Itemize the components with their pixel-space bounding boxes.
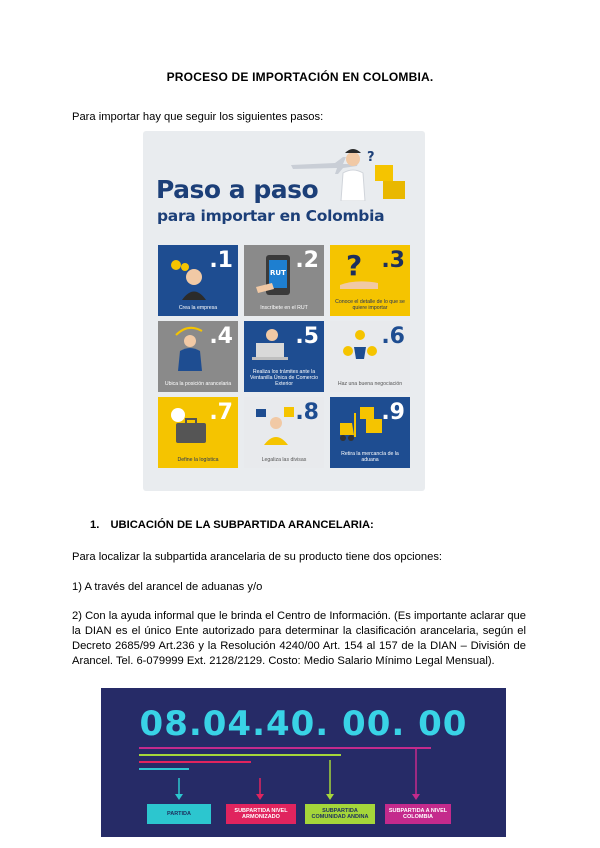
- step-4-tile: [158, 321, 238, 392]
- step-caption: Ubica la posición arancelaria: [164, 381, 232, 387]
- person-gears-icon: [168, 255, 208, 300]
- tariff-label-partida: PARTIDA: [147, 804, 211, 824]
- step-caption: Haz una buena negociación: [337, 381, 403, 387]
- section-heading: [90, 519, 374, 531]
- svg-text:?: ?: [346, 249, 363, 282]
- step-number: .9: [381, 400, 405, 425]
- forklift-icon: [336, 403, 386, 443]
- step-5-tile: [244, 321, 324, 392]
- infographic-subtitle: para importar en Colombia: [157, 207, 385, 225]
- section-number: 1.: [90, 519, 100, 531]
- laptop-person-icon: [250, 327, 290, 361]
- step-6-tile: [330, 321, 410, 392]
- person-thinking-icon: [341, 149, 365, 201]
- step-9-tile: [330, 397, 410, 468]
- tariff-label-colombia: SUBPARTIDA A NIVEL COLOMBIA: [385, 804, 451, 824]
- step-caption: Realiza los trámites ante la Ventanilla Única de Comercio Exterior: [249, 369, 319, 387]
- svg-text:RUT: RUT: [270, 269, 286, 277]
- step-number: .1: [209, 248, 233, 273]
- step-number: .8: [295, 400, 319, 425]
- intro-text: Para importar hay que seguir los siguientes pasos:: [72, 111, 324, 123]
- document-title: PROCESO DE IMPORTACIÓN EN COLOMBIA.: [166, 70, 434, 84]
- people-icon: [340, 329, 380, 369]
- step-number: .7: [209, 400, 233, 425]
- step-number: .4: [209, 324, 233, 349]
- section-title: UBICACIÓN DE LA SUBPARTIDA ARANCELARIA:: [110, 519, 374, 531]
- step-number: .5: [295, 324, 319, 349]
- step-caption: Conoce el detalle de lo que se quiere importar: [335, 299, 405, 311]
- businessman-icon: [172, 325, 208, 371]
- tariff-code: 08.04.40. 00. 00: [139, 704, 468, 744]
- step-2-tile: [244, 245, 324, 316]
- step-number: .3: [381, 248, 405, 273]
- briefcase-icon: [168, 405, 212, 445]
- steps-infographic: [143, 131, 425, 491]
- money-person-icon: [254, 405, 298, 445]
- step-caption: Define la logística: [177, 457, 219, 463]
- question-mark-icon: ?: [367, 150, 375, 165]
- paragraph: Para localizar la subpartida arancelaria de su producto tiene dos opciones:: [72, 551, 443, 563]
- question-hand-icon: [338, 249, 382, 289]
- tariff-label-andina: SUBPARTIDA COMUNIDAD ANDINA: [305, 804, 375, 824]
- step-caption: Crea la empresa: [178, 305, 218, 311]
- tariff-label-armonizado: SUBPARTIDA NIVEL ARMONIZADO: [226, 804, 296, 824]
- step-3-tile: [330, 245, 410, 316]
- step-number: .6: [381, 324, 405, 349]
- step-caption: Legaliza las divisas: [261, 457, 307, 463]
- tariff-code-diagram: [101, 688, 506, 837]
- step-number: .2: [295, 248, 319, 273]
- rut-tablet-icon: [256, 253, 296, 299]
- infographic-title: Paso a paso: [156, 175, 319, 204]
- step-1-tile: [158, 245, 238, 316]
- step-8-tile: [244, 397, 324, 468]
- paragraph: 2) Con la ayuda informal que le brinda el Centro de Información. (Es importante aclarar que la DIAN es el único Ente autorizado para determinar la clasificación arancelaria, según el Decreto 2685/99 Art.236 y la Resolución 4240/00 Art. 154 al 157 de la DIAN – División de Arancel. Tel. 6-079999 Ext. 2128/2129. Costo: Medio Salario Mínimo Legal Mensual).: [72, 610, 526, 667]
- step-caption: Inscríbete en el RUT: [260, 305, 308, 311]
- step-7-tile: [158, 397, 238, 468]
- step-caption: Retira la mercancía de la aduana: [341, 451, 399, 463]
- paragraph: 1) A través del arancel de aduanas y/o: [72, 581, 263, 593]
- boxes-icon: [375, 165, 405, 199]
